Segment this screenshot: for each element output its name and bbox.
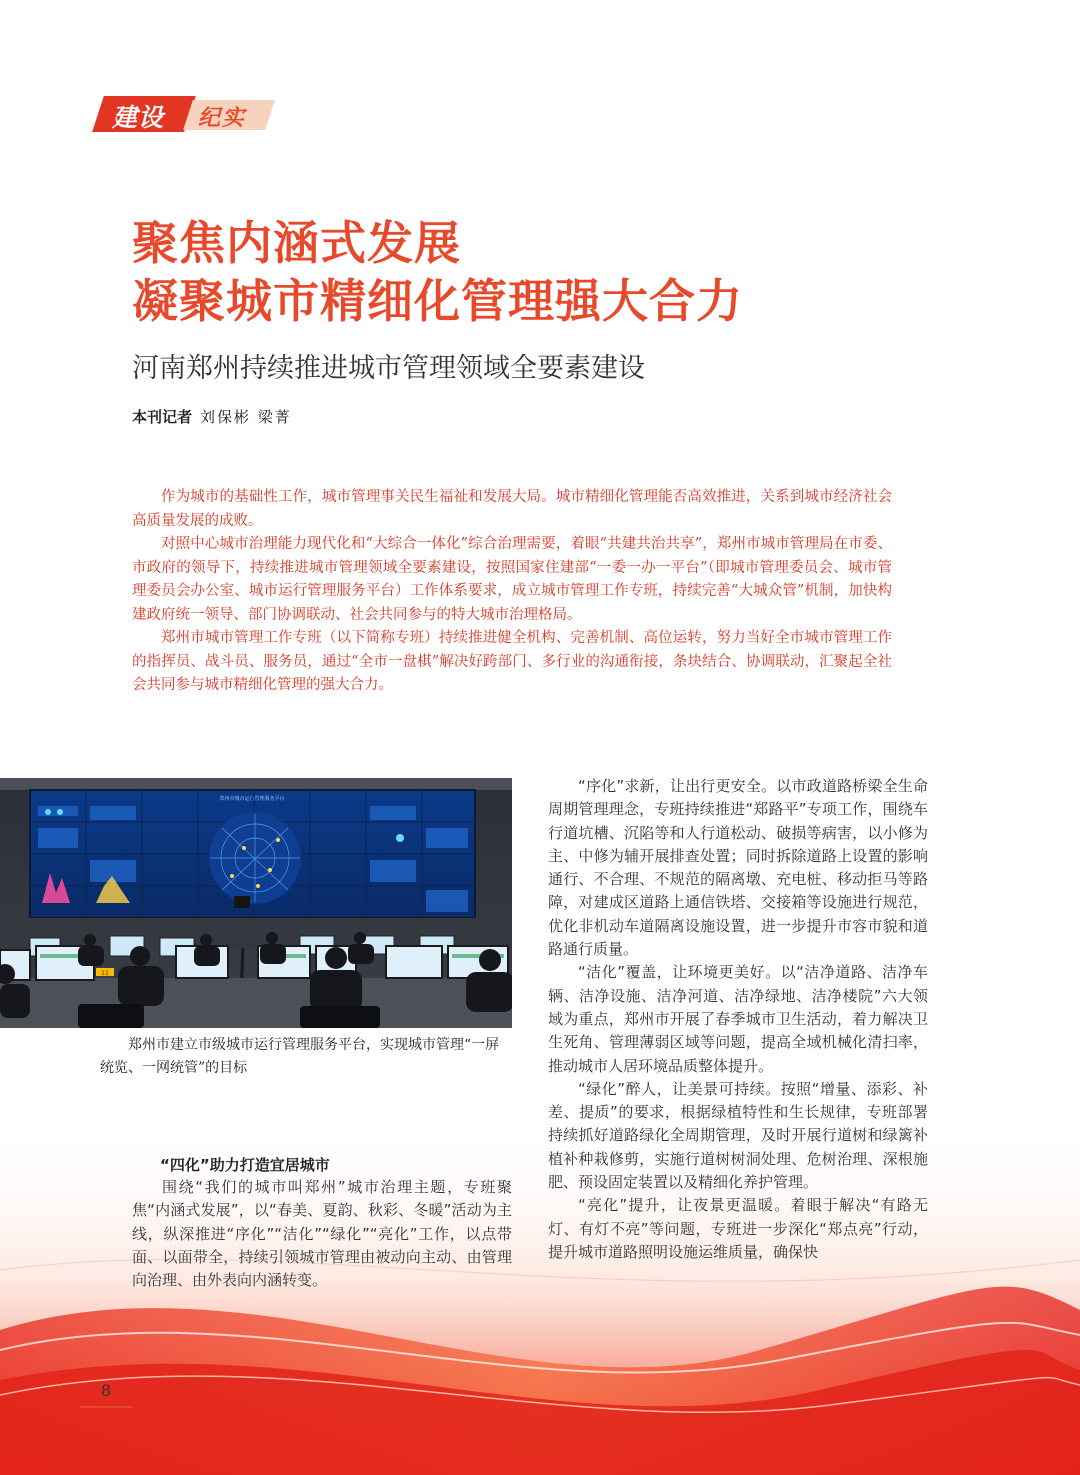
intro-text	[132, 486, 892, 698]
body-paragraph: “绿化”醉人，让美景可持续。按照“增量、添彩、补差、提质”的要求，根据绿植特性和生长规律，专班部署持续抓好道路绿化全周期管理，及时开展行道树和绿篱补植补种栽修剪，实施行道树树洞处理、危树治理、深根施肥、预设固定装置以及精细化养护管理。	[548, 1079, 928, 1192]
body-paragraph: 围绕“我们的城市叫郑州”城市治理主题，专班聚焦“内涵式发展”，以“春美、夏韵、秋彩、冬暖”活动为主线，纵深推进“序化”“洁化”“绿化”“亮化”工作，以点带面、以面带全，持续引领城市管理由被动向主动、由管理向治理、由外表向内涵转变。	[132, 1178, 512, 1290]
page-number: 8	[80, 1376, 132, 1408]
section-tag-primary: 建设	[112, 103, 165, 132]
intro-paragraph: 作为城市的基础性工作，城市管理事关民生福祉和发展大局。城市精细化管理能否高效推进，关系到城市经济社会高质量发展的成败。	[132, 489, 892, 529]
intro-paragraph: 郑州市城市管理工作专班（以下简称专班）持续推进健全机构、完善机制、高位运转，努力当好全市城市管理工作的指挥员、战斗员、服务员，通过“全市一盘棋”解决好跨部门、多行业的沟通衔接，条块结合、协调联动，汇聚起全社会共同参与城市精细化管理的强大合力。	[132, 630, 892, 693]
section-heading: “四化”助力打造宜居城市	[160, 1156, 330, 1174]
right-column-body	[548, 775, 928, 1264]
command-center-illustration	[0, 778, 512, 1028]
body-paragraph: “亮化”提升，让夜景更温暖。着眼于解决“有路无灯、有灯不亮”等问题，专班进一步深化“郑点亮”行动，提升城市道路照明设施运维质量，确保快	[548, 1196, 928, 1261]
byline	[132, 406, 292, 427]
byline-label: 本刊记者	[132, 408, 193, 426]
left-column-body	[132, 1176, 512, 1292]
command-center-photo	[0, 778, 512, 1028]
article-subtitle: 河南郑州持续推进城市管理领域全要素建设	[132, 353, 645, 384]
headline-line-2: 凝聚城市精细化管理强大合力	[132, 274, 743, 328]
article-headline	[132, 214, 932, 330]
photo-caption	[100, 1034, 500, 1080]
screen-title: 郑州市城市运行管理服务平台	[219, 796, 285, 802]
body-paragraph: “序化”求新，让出行更安全。以市政道路桥梁全生命周期管理理念，专班持续推进“郑路平”专项工作，围绕车行道坑槽、沉陷等和人行道松动、破损等病害，以小修为主、中修为辅开展排查处置；同时拆除道路上设置的影响通行、不合理、不规范的隔离墩、充电桩、移动拒马等路障，对建成区道路上通信铁塔、交接箱等设施进行规范，优化非机动车道隔离设施设置，进一步提升市容市貌和道路通行质量。	[548, 777, 928, 959]
intro-paragraph: 对照中心城市治理能力现代化和“大综合一体化”综合治理需要，着眼“共建共治共享”，郑州市城市管理局在市委、市政府的领导下，持续推进城市管理领域全要素建设，按照国家住建部“一委一办一平台”（即城市管理委员会、城市管理委员会办公室、城市运行管理服务平台）工作体系要求，成立城市管理工作专班，持续完善“大城众管”机制，加快构建政府统一领导、部门协调联动、社会共同参与的特大城市治理格局。	[132, 536, 892, 623]
desk-sign: 11	[101, 970, 109, 977]
headline-line-1: 聚焦内涵式发展	[132, 216, 461, 270]
byline-authors: 刘保彬 梁菁	[200, 408, 292, 426]
caption-text: 郑州市建立市级城市运行管理服务平台，实现城市管理“一屏统览、一网统管”的目标	[100, 1037, 500, 1076]
section-tag	[98, 96, 278, 136]
body-paragraph: “洁化”覆盖，让环境更美好。以“洁净道路、洁净车辆、洁净设施、洁净河道、洁净绿地、洁净楼院”六大领域为重点，郑州市开展了春季城市卫生活动，着力解决卫生死角、管理薄弱区域等问题，提高全域机械化清扫率，推动城市人居环境品质整体提升。	[548, 963, 928, 1075]
section-tag-secondary: 纪实	[198, 106, 247, 131]
